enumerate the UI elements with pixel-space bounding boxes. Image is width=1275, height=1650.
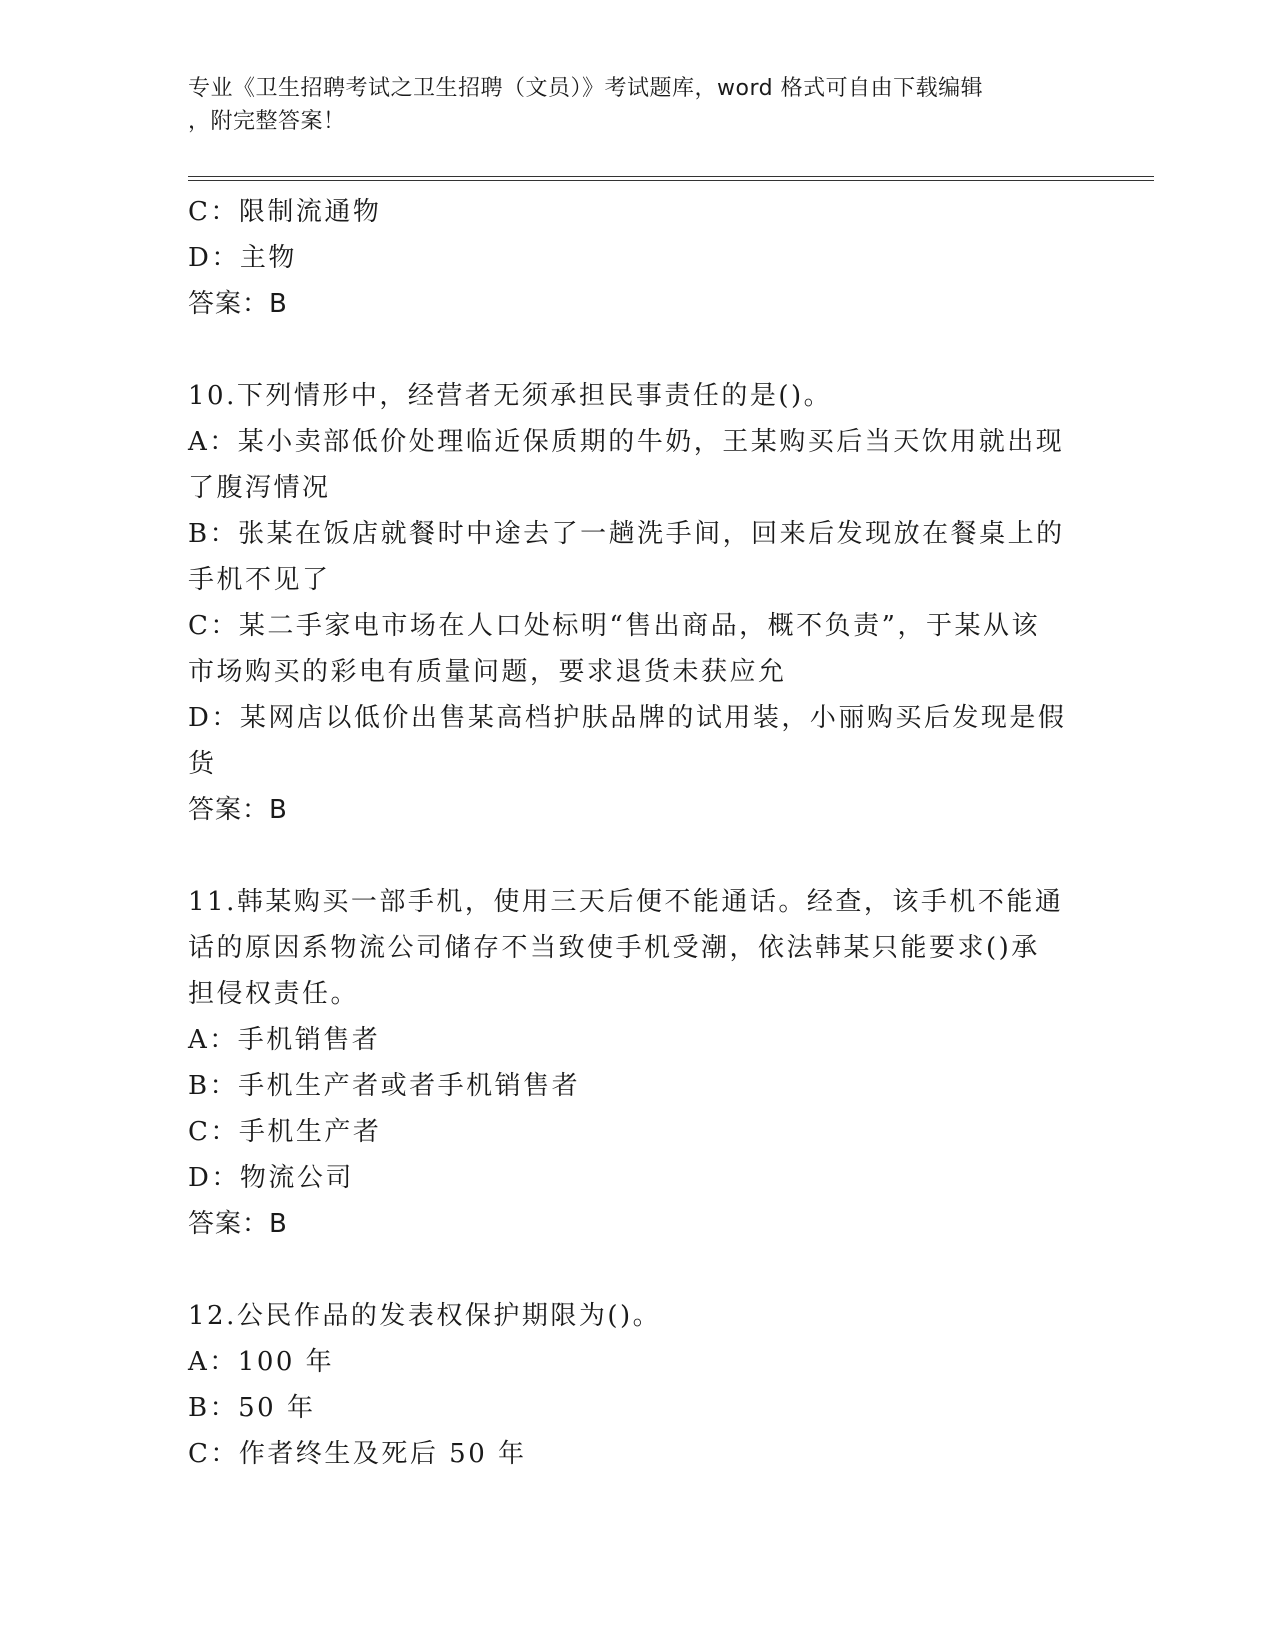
option-b: B：50 年 bbox=[188, 1393, 316, 1423]
question-11 bbox=[188, 879, 1068, 1247]
option-d-continued: 货 bbox=[188, 749, 217, 779]
option-a: A：某小卖部低价处理临近保质期的牛奶，王某购买后当天饮用就出现 bbox=[188, 427, 1065, 457]
question-stem: 12.公民作品的发表权保护期限为()。 bbox=[188, 1301, 662, 1331]
option-b-continued: 手机不见了 bbox=[188, 565, 331, 595]
question-stem-continued: 担侵权责任。 bbox=[188, 979, 360, 1009]
continued-question bbox=[188, 189, 1068, 327]
option-d: D：某网店以低价出售某高档护肤品牌的试用装，小丽购买后发现是假 bbox=[188, 703, 1067, 733]
option-a-continued: 了腹泻情况 bbox=[188, 473, 331, 503]
option-c: C：作者终生及死后 50 年 bbox=[188, 1439, 527, 1469]
document-body bbox=[188, 189, 1068, 1477]
option-d: D：主物 bbox=[188, 243, 297, 273]
option-c: C：手机生产者 bbox=[188, 1117, 382, 1147]
divider-line-top bbox=[188, 176, 1154, 177]
question-stem: 11.韩某购买一部手机，使用三天后便不能通话。经查，该手机不能通 bbox=[188, 887, 1064, 917]
option-d: D：物流公司 bbox=[188, 1163, 354, 1193]
option-c-continued: 市场购买的彩电有质量问题，要求退货未获应允 bbox=[188, 657, 787, 687]
answer-line: 答案：B bbox=[188, 289, 288, 319]
option-a: A：100 年 bbox=[188, 1347, 335, 1377]
option-b: B：张某在饭店就餐时中途去了一趟洗手间，回来后发现放在餐桌上的 bbox=[188, 519, 1065, 549]
question-stem-continued: 话的原因系物流公司储存不当致使手机受潮，依法韩某只能要求()承 bbox=[188, 933, 1040, 963]
document-header bbox=[188, 72, 1068, 138]
header-divider bbox=[188, 176, 1154, 182]
option-a: A：手机销售者 bbox=[188, 1025, 381, 1055]
option-c: C：限制流通物 bbox=[188, 197, 382, 227]
question-12 bbox=[188, 1293, 1068, 1477]
header-line-2: ，附完整答案！ bbox=[188, 109, 346, 134]
answer-line: 答案：B bbox=[188, 795, 288, 825]
option-c: C：某二手家电市场在人口处标明“售出商品，概不负责”，于某从该 bbox=[188, 611, 1040, 641]
option-b: B：手机生产者或者手机销售者 bbox=[188, 1071, 581, 1101]
header-line-1: 专业《卫生招聘考试之卫生招聘（文员）》考试题库，word 格式可自由下载编辑 bbox=[188, 76, 984, 101]
divider-line-bottom bbox=[188, 180, 1154, 181]
question-10 bbox=[188, 373, 1068, 833]
answer-line: 答案：B bbox=[188, 1209, 288, 1239]
question-stem: 10.下列情形中，经营者无须承担民事责任的是()。 bbox=[188, 381, 833, 411]
